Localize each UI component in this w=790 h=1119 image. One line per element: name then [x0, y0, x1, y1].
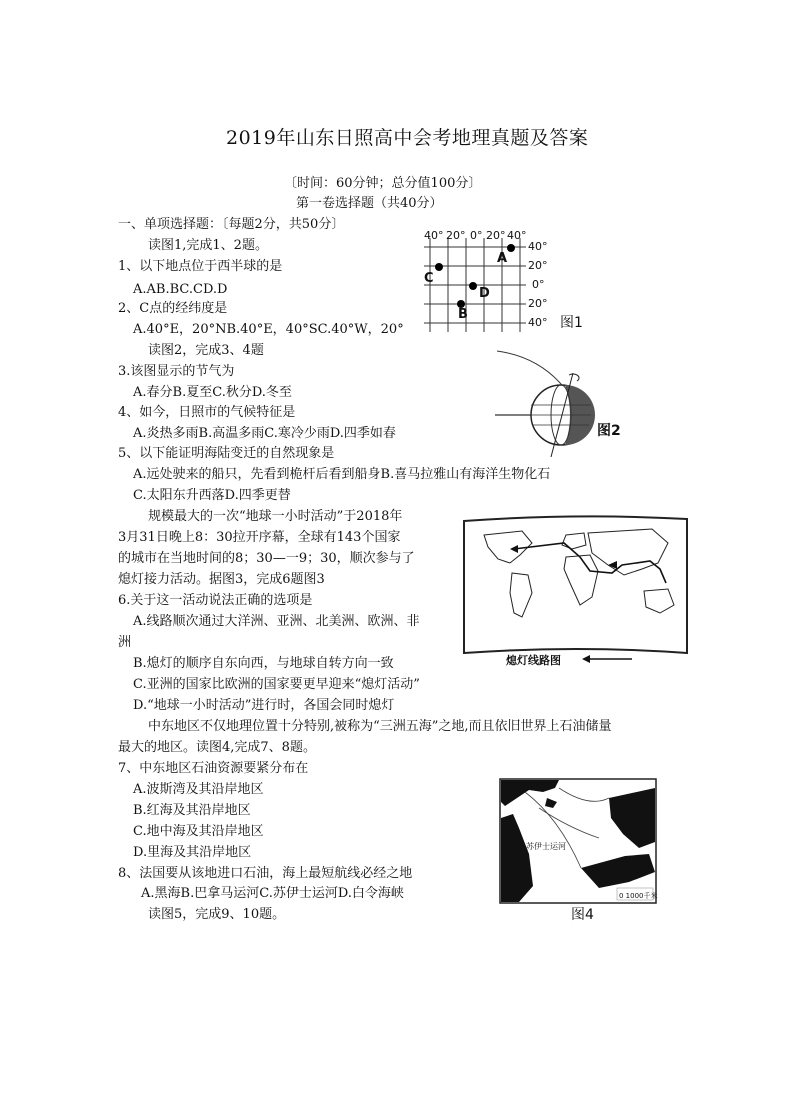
q2-options: A.40°E，20°NB.40°E，40°SC.40°W，20° [133, 322, 404, 337]
fig1-point-a: A [497, 251, 508, 266]
fig1-lat-label-0: 40° [528, 240, 548, 253]
fig1-lon-label-4: 40° [507, 229, 527, 242]
q6-text: 6.关于这一活动说法正确的选项是 [118, 593, 313, 608]
point-c-marker [435, 263, 443, 271]
fig1-lat-label-3: 20° [528, 297, 548, 310]
fig1-lat-label-4: 40° [528, 316, 548, 329]
q3-options: A.春分B.夏至C.秋分D.冬至 [133, 385, 292, 400]
q6-option-c: C.亚洲的国家比欧洲的国家要更早迎来“熄灯活动” [133, 677, 420, 692]
fig1-lon-label-3: 20° [486, 229, 506, 242]
fig4-scale-note: 0 1000千米 [619, 892, 658, 900]
fig1-label: 图1 [560, 315, 583, 331]
part-one-heading: 一、单项选择题：〔每题2分，共50分〕 [118, 217, 345, 232]
fig4-map-note: 苏伊士运河 [526, 842, 566, 851]
q7-text: 7、中东地区石油资源要紧分布在 [118, 761, 309, 776]
passage1-line2: 3月31日晚上8：30拉开序幕，全球有143个国家 [118, 530, 401, 545]
q7-option-b: B.红海及其沿岸地区 [133, 803, 251, 818]
passage1-line1: 规模最大的一次“地球一小时活动”于2018年 [148, 509, 403, 524]
passage2-line1: 中东地区不仅地理位置十分特别,被称为“三洲五海”之地,而且依旧世界上石油储量 [148, 719, 612, 734]
passage1-line4: 熄灯接力活动。据图3，完成6题图3 [118, 572, 325, 587]
fig1-point-b: B [458, 307, 468, 322]
q9-10-intro: 读图5，完成9、10题。 [148, 907, 286, 922]
q6-option-a-line1: A.线路顺次通过大洋洲、亚洲、北美洲、欧洲、非 [133, 614, 420, 629]
point-d-marker [469, 282, 477, 290]
fig1-lon-label-1: 20° [446, 229, 466, 242]
q5-text: 5、以下能证明海陆变迁的自然现象是 [118, 446, 335, 461]
fig3-caption: 熄灯线路图 [506, 654, 561, 667]
figure3-world-map [462, 513, 692, 678]
q1-2-intro: 读图1,完成1、2题。 [148, 238, 268, 253]
fig2-label: 图2 [597, 423, 621, 439]
fig1-lat-label-2: 0° [532, 278, 545, 291]
fig4-label: 图4 [571, 907, 594, 923]
q3-4-intro: 读图2，完成3、4题 [148, 343, 264, 358]
q5-options-a: A.远处驶来的船只，先看到桅杆后看到船身B.喜马拉雅山有海洋生物化石 [133, 467, 551, 482]
fig1-point-d: D [479, 286, 490, 301]
q1-text: 1、以下地点位于西半球的是 [118, 259, 283, 274]
q4-options: A.炎热多雨B.高温多雨C.寒冷少雨D.四季如春 [133, 426, 396, 441]
page-title: 2019年山东日照高中会考地理真题及答案 [226, 127, 589, 149]
q8-text: 8、法国要从该地进口石油，海上最短航线必经之地 [118, 866, 413, 881]
q4-text: 4、如今，日照市的气候特征是 [118, 405, 296, 420]
q7-option-c: C.地中海及其沿岸地区 [133, 824, 264, 839]
q1-options: A.AB.BC.CD.D [133, 282, 228, 297]
figure2-earth [495, 345, 605, 457]
q7-option-a: A.波斯湾及其沿岸地区 [133, 782, 264, 797]
q6-option-d: D.“地球一小时活动”进行时，各国会同时熄灯 [133, 698, 395, 713]
exam-info: 〔时间：60分钟；总分值100分〕 [284, 176, 482, 191]
fig1-point-c: C [424, 271, 434, 286]
q3-text: 3.该图显示的节气为 [118, 364, 235, 379]
figure4-middle-east-map [499, 778, 657, 904]
q6-option-b: B.熄灯的顺序自东向西，与地球自转方向一致 [133, 656, 394, 671]
q7-option-d: D.里海及其沿岸地区 [133, 845, 252, 860]
passage2-line2: 最大的地区。读图4,完成7、8题。 [118, 740, 316, 755]
q5-options-b: C.太阳东升西落D.四季更替 [133, 488, 291, 503]
q8-options: A.黑海B.巴拿马运河C.苏伊士运河D.白令海峡 [141, 886, 404, 901]
point-a-marker [507, 244, 515, 252]
fig1-lat-label-1: 20° [528, 259, 548, 272]
passage1-line3: 的城市在当地时间的8；30—一9；30，顺次参与了 [118, 551, 415, 566]
q2-text: 2、C点的经纬度是 [118, 301, 228, 316]
fig1-lon-label-2: 0° [470, 229, 483, 242]
q6-option-a-line2: 洲 [118, 635, 132, 650]
fig1-lon-label-0: 40° [424, 229, 444, 242]
section-title: 第一卷选择题（共40分） [296, 196, 443, 211]
